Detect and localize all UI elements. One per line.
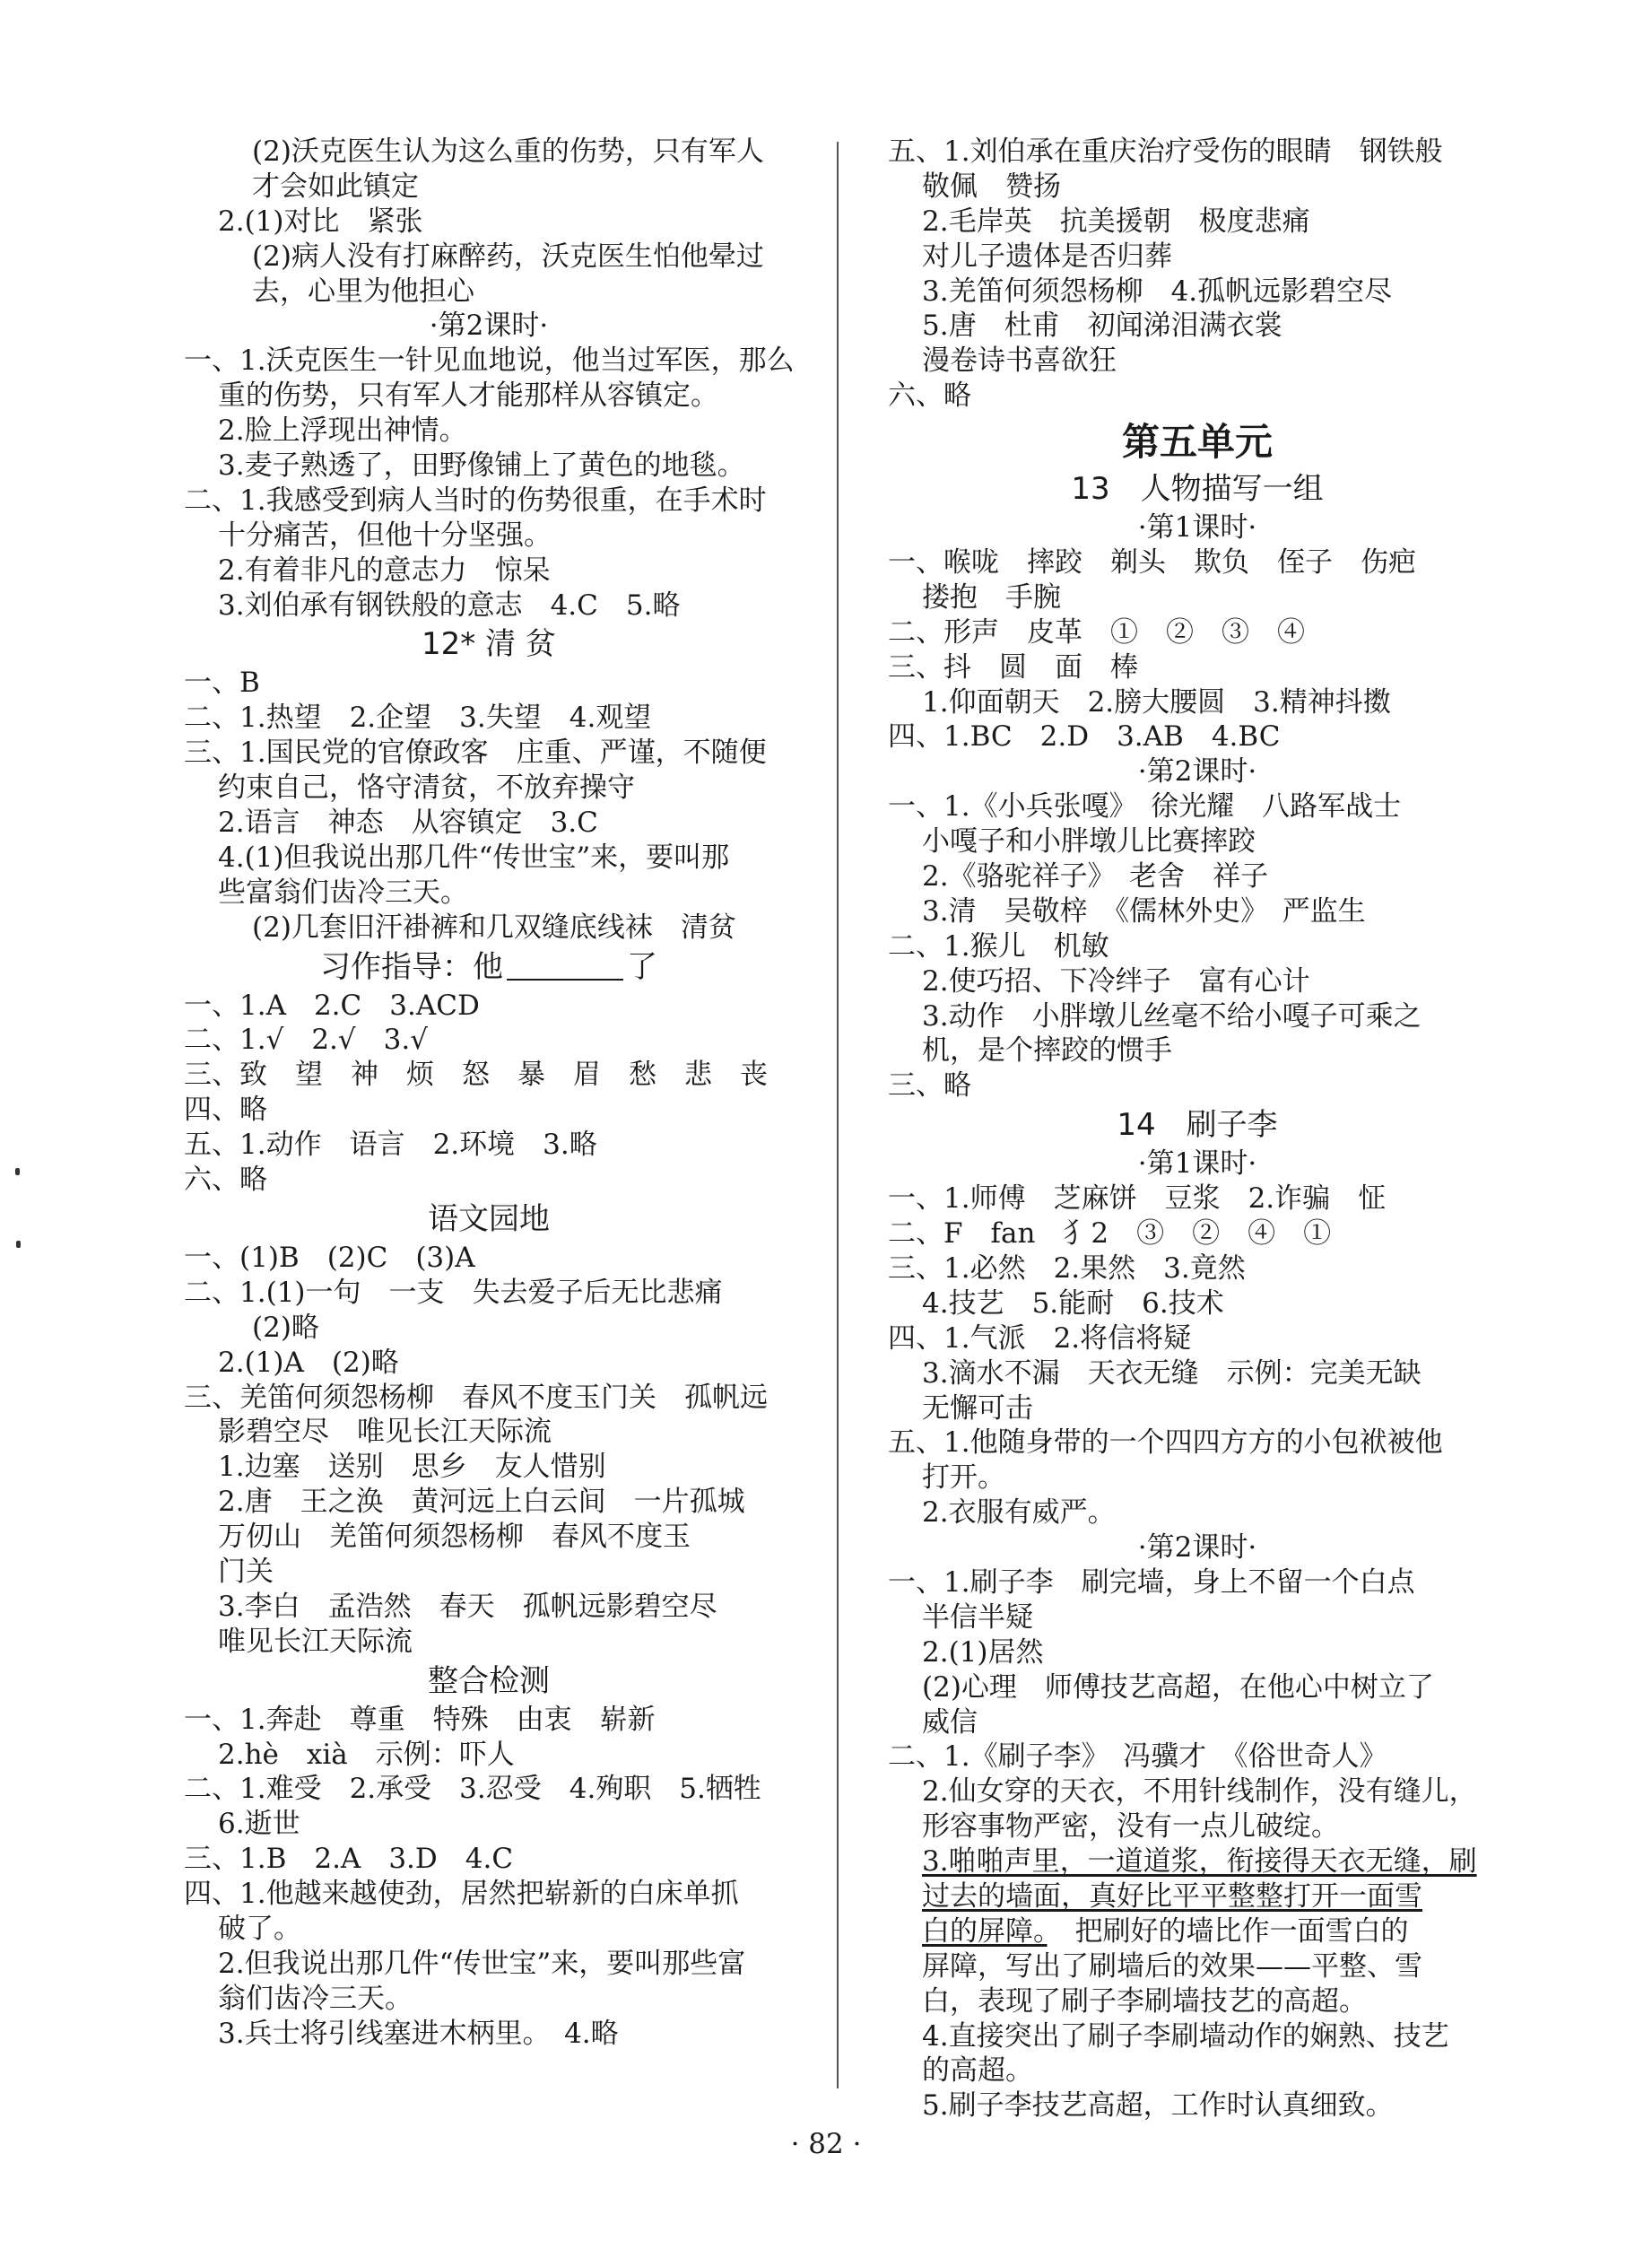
line-text: ·第1课时· [1137, 511, 1257, 545]
answer-line [888, 754, 1507, 789]
line-text: 无懈可击 [922, 1391, 1033, 1425]
line-text: 一、1.《小兵张嘎》 徐光耀 八路军战士 [888, 790, 1402, 824]
line-text: 3.清 吴敬梓 《儒林外史》 严监生 [922, 894, 1366, 928]
answer-line [184, 484, 794, 519]
line-text: 习作指导：他 [320, 948, 503, 985]
line-text: 三、抖 圆 面 棒 [888, 650, 1138, 684]
line-text: 3.刘伯承有钢铁般的意志 4.C 5.略 [218, 588, 681, 622]
line-text: 2.(1)A (2)略 [218, 1346, 399, 1379]
line-text: 二、形声 皮革 ① ② ③ ④ [888, 615, 1305, 649]
line-text: (2)心理 师傅技艺高超，在他心中树立了 [922, 1670, 1434, 1704]
line-text: 3.动作 小胖墩儿丝毫不给小嘎子可乘之 [922, 999, 1422, 1033]
line-text: 2.hè xià 示例：吓人 [218, 1738, 515, 1771]
answer-line [888, 1809, 1507, 1844]
answer-line [184, 1415, 794, 1450]
line-text: 一、1.师傅 芝麻饼 豆浆 2.诈骗 怔 [888, 1182, 1387, 1216]
line-text: 过去的墙面，真好比平平整整打开一面雪 [922, 1879, 1422, 1913]
line-text: 语文园地 [428, 1200, 550, 1237]
line-text: 十分痛苦，但他十分坚强。 [218, 519, 552, 552]
answer-line [184, 1346, 794, 1381]
answer-line [184, 841, 794, 876]
line-text: 5.刷子李技艺高超，工作时认真细致。 [922, 2089, 1394, 2123]
answer-line [184, 414, 794, 449]
line-text: 三、1.国民党的官僚政客 庄重、严谨，不随便 [184, 737, 767, 770]
answer-line [888, 1670, 1507, 1705]
answer-line [888, 1879, 1507, 1914]
answer-line [888, 275, 1507, 309]
line-text: 2.脸上浮现出神情。 [218, 414, 467, 448]
answer-line [888, 1635, 1507, 1670]
answer-line [888, 545, 1507, 580]
line-text: 形容事物严密，没有一点儿破绽。 [922, 1810, 1339, 1844]
line-text: 重的伤势，只有军人才能那样从容镇定。 [218, 379, 718, 413]
line-text: 敬佩 赞扬 [922, 170, 1061, 203]
line-text: 2.唐 王之涣 黄河远上白云间 一片孤城 [218, 1486, 745, 1519]
answer-line [888, 615, 1507, 650]
answer-line [184, 2017, 794, 2052]
answer-line [888, 1844, 1507, 1879]
answer-line [888, 309, 1507, 344]
column-divider [837, 142, 839, 2088]
line-text: 3.兵士将引线塞进木柄里。 4.略 [218, 2017, 619, 2050]
line-text: 6.逝世 [218, 1808, 300, 1841]
line-text: 2.(1)居然 [922, 1635, 1044, 1669]
answer-line [888, 1425, 1507, 1460]
answer-line [184, 1276, 794, 1311]
line-text: 二、1.热望 2.企望 3.失望 4.观望 [184, 702, 652, 735]
line-text: 整合检测 [428, 1662, 550, 1699]
unit-heading [888, 417, 1507, 467]
answer-line [184, 170, 794, 205]
line-text: 威信 [922, 1705, 978, 1739]
line-text: ·第1课时· [1137, 1147, 1257, 1181]
answer-line [888, 999, 1507, 1034]
line-text: 2.有着非凡的意志力 惊呆 [218, 554, 551, 587]
line-text: 屏障，写出了刷墙后的效果——平整、雪 [922, 1949, 1422, 1983]
answer-line [888, 1600, 1507, 1635]
line-text: 的高超。 [922, 2054, 1033, 2088]
line-text: 3.羌笛何须怨杨柳 4.孤帆远影碧空尽 [922, 275, 1393, 308]
line-text: 影碧空尽 唯见长江天际流 [218, 1416, 552, 1449]
fill-blank [507, 952, 623, 981]
line-text: 四、1.他越来越使劲，居然把崭新的白床单抓 [184, 1878, 739, 1911]
right-column [888, 135, 1507, 2123]
line-text: 小嘎子和小胖墩儿比赛摔跤 [922, 825, 1256, 859]
line-text: 2.语言 神态 从容镇定 3.C [218, 806, 598, 840]
line-text: 打开。 [922, 1461, 1005, 1495]
section-heading [888, 1105, 1507, 1145]
answer-line [888, 824, 1507, 859]
answer-line [888, 1146, 1507, 1181]
line-text: 三、致 望 神 烦 怒 暴 眉 愁 悲 丧 [184, 1059, 768, 1092]
answer-line [888, 344, 1507, 379]
line-text: 二、1.(1)一句 一支 失去爱子后无比悲痛 [184, 1276, 723, 1309]
line-text: 五、1.他随身带的一个四四方方的小包袱被他 [888, 1426, 1443, 1460]
line-text: ·第2课时· [1137, 1531, 1257, 1565]
section-heading [888, 469, 1507, 509]
answer-line [184, 1450, 794, 1485]
answer-line [888, 929, 1507, 964]
line-text: 一、1.刷子李 刷完墙，身上不留一个白点 [888, 1565, 1415, 1599]
line-text: 六、略 [888, 379, 971, 413]
answer-line [184, 1738, 794, 1773]
line-text: 门关 [218, 1555, 274, 1588]
line-text: (2)几套旧汗褂裤和几双缝底线袜 清贫 [252, 911, 736, 944]
answer-line [184, 1947, 794, 1982]
line-text: 1.边塞 送别 思乡 友人惜别 [218, 1451, 606, 1484]
line-text: (2)沃克医生认为这么重的伤势，只有军人 [252, 135, 764, 168]
answer-line [184, 1625, 794, 1660]
line-text: 三、羌笛何须怨杨柳 春风不度玉门关 孤帆远 [184, 1381, 768, 1414]
answer-line [888, 379, 1507, 414]
answer-line [184, 1023, 794, 1058]
line-text: 搂抱 手腕 [922, 580, 1061, 614]
answer-line [888, 1068, 1507, 1103]
answer-line [184, 449, 794, 484]
line-text: 三、1.B 2.A 3.D 4.C [184, 1843, 514, 1876]
line-text: 1.仰面朝天 2.膀大腰圆 3.精神抖擞 [922, 685, 1391, 719]
line-text: 2.但我说出那几件“传世宝”来，要叫那些富 [218, 1947, 746, 1980]
answer-line [184, 1128, 794, 1163]
answer-line [184, 1842, 794, 1877]
answer-line [888, 1705, 1507, 1740]
answer-line [888, 1181, 1507, 1216]
answer-line [184, 205, 794, 240]
answer-line [888, 1949, 1507, 1984]
line-text: 机，是个摔跤的惯手 [922, 1034, 1172, 1068]
answer-line [888, 1286, 1507, 1321]
answer-line [888, 1460, 1507, 1495]
line-text: 一、B [184, 667, 260, 700]
line-text: 一、1.奔赴 尊重 特殊 由衷 崭新 [184, 1703, 656, 1736]
answer-line [888, 510, 1507, 545]
answer-line [888, 205, 1507, 240]
line-text: 白，表现了刷子李刷墙技艺的高超。 [922, 1984, 1367, 2018]
answer-line [184, 379, 794, 414]
line-text: 4.技艺 5.能耐 6.技术 [922, 1286, 1224, 1320]
line-text: 漫卷诗书喜欲狂 [922, 344, 1117, 378]
answer-line [888, 2088, 1507, 2123]
answer-line [184, 1703, 794, 1738]
line-text: 3.李白 孟浩然 春天 孤帆远影碧空尽 [218, 1590, 717, 1623]
answer-line [888, 1356, 1507, 1391]
line-text: 些富翁们齿冷三天。 [218, 876, 468, 909]
answer-line [888, 964, 1507, 999]
answer-line [888, 789, 1507, 824]
answer-line [184, 1912, 794, 1947]
line-text: 3.麦子熟透了，田野像铺上了黄色的地毯。 [218, 449, 745, 483]
line-text: 4.(1)但我说出那几件“传世宝”来，要叫那 [218, 841, 730, 874]
line-text: 一、(1)B (2)C (3)A [184, 1241, 475, 1274]
answer-line [184, 309, 794, 344]
line-text: 四、1.BC 2.D 3.AB 4.BC [888, 720, 1281, 754]
line-text: 翁们齿冷三天。 [218, 1982, 413, 2015]
line-text: 五、1.刘伯承在重庆治疗受伤的眼睛 钢铁般 [888, 135, 1443, 168]
answer-line [888, 1739, 1507, 1774]
answer-line [184, 1093, 794, 1128]
line-text: 二、1.《刷子李》 冯骥才 《俗世奇人》 [888, 1740, 1387, 1774]
line-text: 四、1.气派 2.将信将疑 [888, 1321, 1192, 1355]
line-text: 二、1.猴儿 机敏 [888, 929, 1109, 963]
answer-line [184, 135, 794, 170]
answer-line [888, 1033, 1507, 1068]
answer-line [184, 1058, 794, 1093]
answer-line [888, 1774, 1507, 1809]
answer-line [184, 1590, 794, 1625]
line-text: 六、略 [184, 1164, 267, 1197]
line-text: 约束自己，恪守清贫，不放弃操守 [218, 772, 635, 805]
answer-line [888, 170, 1507, 205]
line-text: 2.毛岸英 抗美援朝 极度悲痛 [922, 205, 1310, 238]
answer-line [184, 554, 794, 588]
answer-line [888, 1984, 1507, 2019]
answer-line [184, 1520, 794, 1555]
line-text: 2.使巧招、下冷绊子 富有心计 [922, 964, 1310, 998]
line-text: 五、1.动作 语言 2.环境 3.略 [184, 1129, 597, 1162]
line-suffix: 了 [627, 948, 657, 985]
answer-line [184, 806, 794, 841]
line-text: 2.《骆驼祥子》 老舍 祥子 [922, 860, 1269, 894]
line-text: 3.滴水不漏 天衣无缝 示例：完美无缺 [922, 1356, 1422, 1390]
answer-line [888, 1530, 1507, 1565]
answer-line [184, 1772, 794, 1807]
answer-line [184, 876, 794, 911]
section-heading [184, 1661, 794, 1701]
answer-line [184, 1241, 794, 1276]
answer-line [184, 275, 794, 309]
line-text: 三、1.必然 2.果然 3.竟然 [888, 1251, 1246, 1285]
answer-line [888, 2053, 1507, 2088]
answer-line [184, 1982, 794, 2017]
page-number: · 82 · [790, 2128, 862, 2160]
answer-line [888, 240, 1507, 275]
answer-line [888, 1216, 1507, 1251]
answer-line [888, 2019, 1507, 2054]
line-text: 二、F fan 犭2 ③ ② ④ ① [888, 1217, 1332, 1251]
line-suffix: 把刷好的墙比作一面雪白的 [1047, 1914, 1409, 1948]
answer-line [184, 519, 794, 554]
answer-line [888, 859, 1507, 894]
answer-line [184, 1555, 794, 1590]
line-text: 3.啪啪声里，一道道浆，衔接得天衣无缝，刷 [922, 1845, 1477, 1879]
answer-line [184, 240, 794, 275]
answer-line [184, 344, 794, 379]
answer-line [184, 1163, 794, 1198]
answer-line [888, 580, 1507, 615]
answer-line [888, 135, 1507, 170]
line-text: 2.(1)对比 紧张 [218, 205, 423, 238]
line-text: (2)病人没有打麻醉药，沃克医生怕他晕过 [252, 240, 764, 273]
answer-line [888, 1914, 1507, 1949]
answer-line [888, 1251, 1507, 1286]
answer-line [888, 1321, 1507, 1356]
answer-line [184, 1807, 794, 1842]
answer-line [184, 1485, 794, 1520]
line-text: 一、1.A 2.C 3.ACD [184, 989, 480, 1022]
line-text: 2.衣服有威严。 [922, 1496, 1116, 1530]
answer-line [888, 894, 1507, 929]
line-text: 二、1.我感受到病人当时的伤势很重，在手术时 [184, 484, 767, 517]
answer-line [888, 719, 1507, 754]
answer-line [184, 701, 794, 736]
answer-line [184, 666, 794, 701]
answer-line [184, 736, 794, 771]
answer-line [184, 1381, 794, 1416]
answer-line [184, 911, 794, 946]
answer-line [184, 1877, 794, 1912]
line-text: 二、1.难受 2.承受 3.忍受 4.殉职 5.牺牲 [184, 1773, 761, 1806]
answer-line [184, 588, 794, 623]
line-text: 去，心里为他担心 [252, 275, 474, 308]
line-text: 13 人物描写一组 [1071, 471, 1324, 508]
line-text: ·第2课时· [1137, 755, 1257, 789]
line-text: 四、略 [184, 1094, 267, 1127]
answer-line [888, 1565, 1507, 1600]
line-text: 12* 清 贫 [422, 626, 556, 663]
line-text: 二、1.√ 2.√ 3.√ [184, 1024, 428, 1057]
section-heading [184, 624, 794, 664]
line-text: 14 刷子李 [1117, 1107, 1278, 1144]
line-text: 对儿子遗体是否归葬 [922, 240, 1172, 273]
answer-line [888, 650, 1507, 685]
answer-line [888, 1391, 1507, 1426]
line-text: 一、喉咙 摔跤 剃头 欺负 侄子 伤疤 [888, 546, 1416, 580]
answer-line [888, 685, 1507, 720]
line-text: 唯见长江天际流 [218, 1625, 413, 1658]
answer-line [888, 1495, 1507, 1530]
line-text: 5.唐 杜甫 初闻涕泪满衣裳 [922, 309, 1282, 343]
scan-mark [15, 1168, 20, 1175]
line-text: ·第2课时· [429, 309, 549, 343]
line-text: 白的屏障。 [922, 1914, 1048, 1948]
line-text: 一、1.沃克医生一针见血地说，他当过军医，那么 [184, 344, 795, 378]
answer-line [184, 771, 794, 806]
line-text: 破了。 [218, 1912, 301, 1945]
line-text: 三、略 [888, 1069, 971, 1103]
section-heading [184, 947, 794, 987]
scan-mark [16, 1241, 21, 1248]
answer-line [184, 989, 794, 1024]
answer-line [184, 1311, 794, 1346]
line-text: 第五单元 [1121, 420, 1273, 465]
line-text: 半信半疑 [922, 1600, 1033, 1634]
line-text: 万仞山 羌笛何须怨杨柳 春风不度玉 [218, 1521, 691, 1554]
section-heading [184, 1199, 794, 1239]
left-column [184, 135, 794, 2052]
line-text: (2)略 [252, 1311, 319, 1344]
line-text: 2.仙女穿的天衣，不用针线制作，没有缝儿， [922, 1775, 1477, 1809]
line-text: 才会如此镇定 [252, 170, 419, 203]
line-text: 4.直接突出了刷子李刷墙动作的娴熟、技艺 [922, 2019, 1449, 2053]
